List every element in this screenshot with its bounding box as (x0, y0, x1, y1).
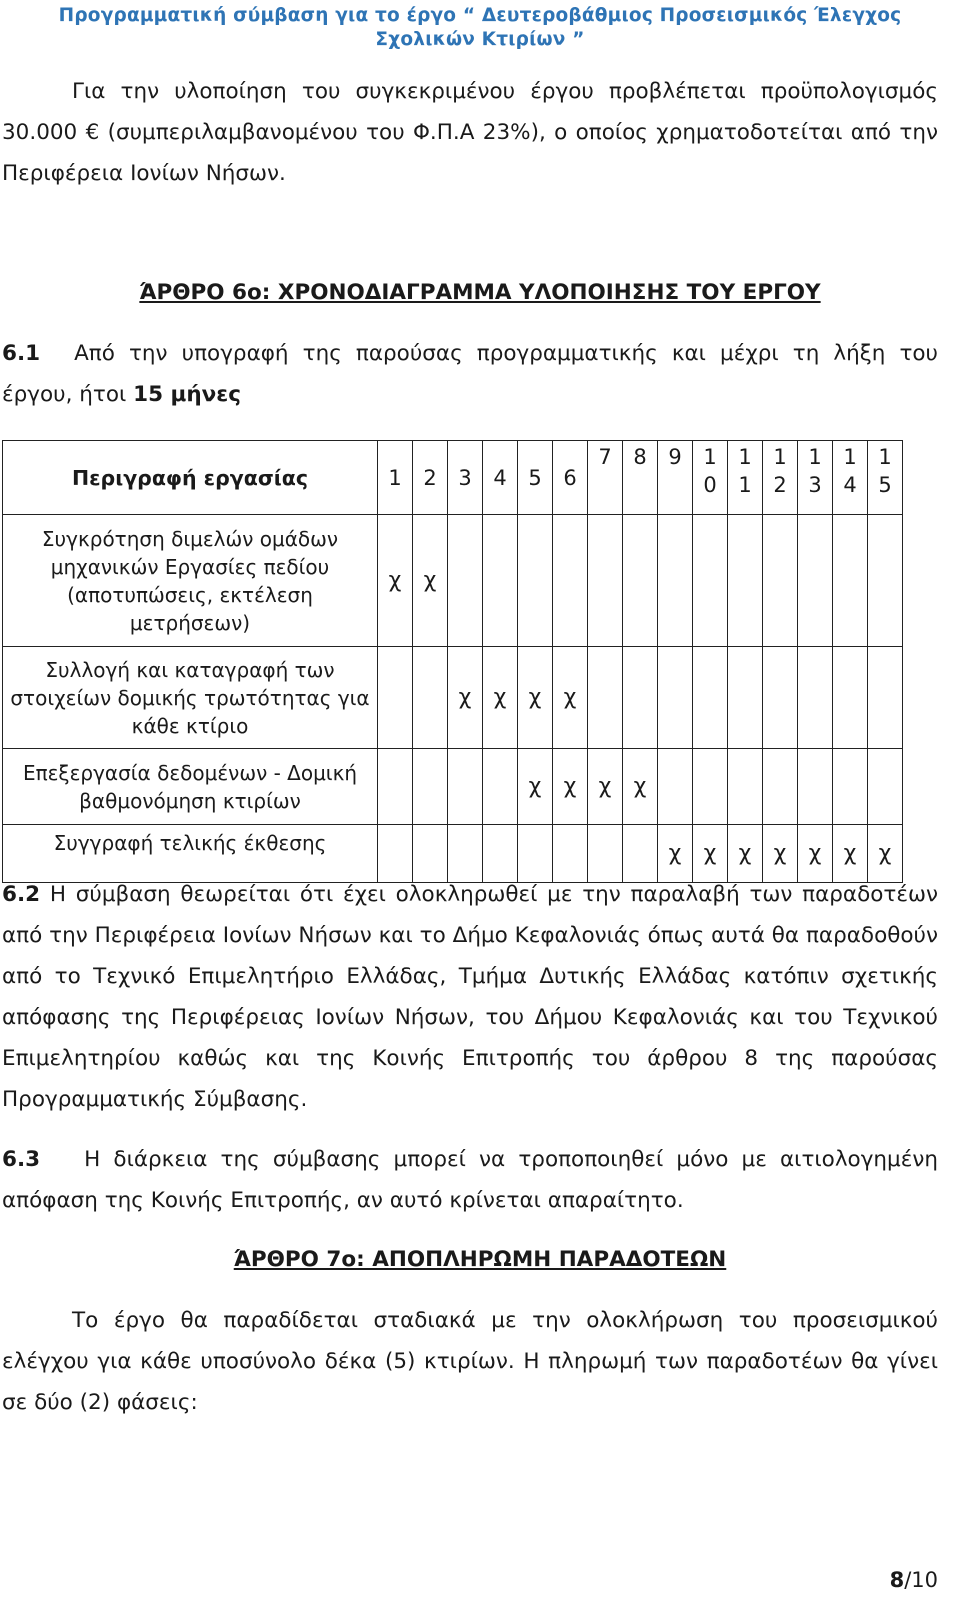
month-header-7 (588, 441, 623, 515)
article-7-paragraph (2, 1300, 938, 1423)
paragraph-6-2 (2, 874, 938, 1120)
month-cell-12 (763, 515, 798, 647)
paragraph-number: 6.1 (2, 341, 41, 366)
document-header (0, 4, 960, 52)
task-description: Συγκρότηση διμελών ομάδων μηχανικών Εργασίες πεδίου (αποτυπώσεις, εκτέλεση μετρήσεων) (3, 515, 378, 647)
month-number: 10 (703, 445, 717, 497)
month-cell-13 (798, 749, 833, 825)
month-header-2 (413, 441, 448, 515)
month-number: 14 (843, 445, 857, 497)
month-number: 9 (668, 445, 682, 469)
task-mark: χ (878, 841, 892, 866)
task-mark: χ (563, 685, 577, 710)
month-number: 7 (598, 445, 612, 469)
task-mark: χ (843, 841, 857, 866)
month-number: 6 (563, 465, 577, 490)
month-cell-4 (483, 749, 518, 825)
schedule-row (3, 749, 903, 825)
month-header-8 (623, 441, 658, 515)
schedule-header-description: Περιγραφή εργασίας (3, 441, 378, 515)
month-cell-13 (798, 647, 833, 749)
month-cell-11 (728, 749, 763, 825)
month-cell-3 (448, 749, 483, 825)
paragraph-number: 6.3 (2, 1147, 41, 1172)
month-number: 11 (738, 445, 752, 497)
page-total: /10 (904, 1568, 938, 1592)
task-mark: χ (563, 774, 577, 799)
month-cell-8 (623, 749, 658, 825)
month-cell-14 (833, 515, 868, 647)
task-mark: χ (458, 685, 472, 710)
intro-text: Για την υλοποίηση του συγκεκριμένου έργου προβλέπεται προϋπολογισμός 30.000 € (συμπεριλαμβανομένου του Φ.Π.Α 23%), ο οποίος χρηματοδοτείται από την Περιφέρεια Ιονίων Νήσων. (2, 79, 938, 186)
month-number: 4 (493, 465, 507, 490)
month-header-10 (693, 441, 728, 515)
month-cell-15 (868, 749, 903, 825)
task-description: Επεξεργασία δεδομένων - Δομική βαθμονόμηση κτιρίων (3, 749, 378, 825)
month-cell-2 (413, 647, 448, 749)
month-header-6 (553, 441, 588, 515)
article-6-heading: ΆΡΘΡΟ 6ο: ΧΡΟΝΟΔΙΑΓΡΑΜΜΑ ΥΛΟΠΟΙΗΣΗΣ ΤΟΥ ΕΡΓΟΥ (139, 280, 821, 305)
month-cell-6 (553, 749, 588, 825)
month-cell-5 (518, 515, 553, 647)
month-cell-8 (623, 515, 658, 647)
month-number: 13 (808, 445, 822, 497)
month-number: 15 (878, 445, 892, 497)
month-header-13 (798, 441, 833, 515)
month-number: 5 (528, 465, 542, 490)
month-header-14 (833, 441, 868, 515)
task-mark: χ (423, 568, 437, 593)
task-description: Συλλογή και καταγραφή των στοιχείων δομικής τρωτότητας για κάθε κτίριο (3, 647, 378, 749)
task-mark: χ (773, 841, 787, 866)
month-header-4 (483, 441, 518, 515)
article-7-heading: ΆΡΘΡΟ 7ο: ΑΠΟΠΛΗΡΩΜΗ ΠΑΡΑΔΟΤΕΩΝ (233, 1247, 727, 1272)
month-cell-9 (658, 647, 693, 749)
month-cell-4 (483, 515, 518, 647)
task-mark: χ (633, 774, 647, 799)
paragraph-number: 6.2 (2, 882, 41, 907)
page-number (890, 1568, 938, 1592)
month-cell-2 (413, 515, 448, 647)
month-cell-14 (833, 749, 868, 825)
month-cell-6 (553, 515, 588, 647)
month-number: 8 (633, 445, 647, 469)
month-header-9 (658, 441, 693, 515)
month-cell-9 (658, 515, 693, 647)
header-line-1: Προγραμματική σύμβαση για το έργο “ Δευτεροβάθμιος Προσεισμικός Έλεγχος (58, 5, 902, 26)
month-cell-10 (693, 647, 728, 749)
month-cell-1 (378, 749, 413, 825)
month-cell-4 (483, 647, 518, 749)
month-cell-8 (623, 647, 658, 749)
intro-paragraph (2, 71, 938, 194)
month-header-1 (378, 441, 413, 515)
month-cell-11 (728, 515, 763, 647)
month-header-11 (728, 441, 763, 515)
month-number: 2 (423, 465, 437, 490)
task-mark: χ (388, 568, 402, 593)
paragraph-text: Η σύμβαση θεωρείται ότι έχει ολοκληρωθεί με την παραλαβή των παραδοτέων από την Περιφέρεια Ιονίων Νήσων και το Δήμο Κεφαλονιάς όπως αυτά θα παραδοθούν από το Τεχνικό Επιμελητήριο Ελλάδας, Τμήμα Δυτικής Ελλάδας κατόπιν σχετικής απόφασης της Περιφέρειας Ιονίων Νήσων, του Δήμου Κεφαλονιάς και του Τεχνικού Επιμελητηρίου καθώς και της Κοινής Επιτροπής του άρθρου 8 της παρούσας Προγραμματικής Σύμβασης. (2, 882, 938, 1112)
page-current: 8 (889, 1568, 905, 1592)
month-header-12 (763, 441, 798, 515)
month-cell-15 (868, 647, 903, 749)
month-cell-14 (833, 647, 868, 749)
month-cell-11 (728, 647, 763, 749)
task-mark: χ (703, 841, 717, 866)
month-cell-7 (588, 749, 623, 825)
month-number: 12 (773, 445, 787, 497)
month-cell-10 (693, 749, 728, 825)
month-cell-5 (518, 647, 553, 749)
schedule-row (3, 647, 903, 749)
month-cell-12 (763, 749, 798, 825)
task-description: Συγγραφή τελικής έκθεσης (3, 825, 378, 883)
schedule-header-row (3, 441, 903, 515)
month-cell-7 (588, 515, 623, 647)
month-cell-12 (763, 647, 798, 749)
month-cell-2 (413, 749, 448, 825)
duration-bold: 15 μήνες (133, 382, 241, 407)
schedule-table (2, 440, 903, 883)
month-cell-10 (693, 515, 728, 647)
paragraph-6-1 (2, 333, 938, 415)
month-header-5 (518, 441, 553, 515)
month-number: 3 (458, 465, 472, 490)
month-cell-1 (378, 647, 413, 749)
month-header-15 (868, 441, 903, 515)
month-cell-1 (378, 515, 413, 647)
task-mark: χ (808, 841, 822, 866)
task-mark: χ (598, 774, 612, 799)
month-cell-7 (588, 647, 623, 749)
month-cell-6 (553, 647, 588, 749)
month-cell-3 (448, 647, 483, 749)
month-header-3 (448, 441, 483, 515)
task-mark: χ (738, 841, 752, 866)
month-cell-9 (658, 749, 693, 825)
schedule-row (3, 515, 903, 647)
month-cell-5 (518, 749, 553, 825)
task-mark: χ (668, 841, 682, 866)
header-line-2: Σχολικών Κτιρίων ” (375, 29, 585, 50)
paragraph-text: Από την υπογραφή της παρούσας προγραμματικής και μέχρι τη λήξη του έργου, ήτοι (2, 341, 938, 407)
paragraph-6-3 (2, 1139, 938, 1221)
paragraph-text: Το έργο θα παραδίδεται σταδιακά με την ολοκλήρωση του προσεισμικού ελέγχου για κάθε υποσύνολο δέκα (5) κτιρίων. Η πληρωμή των παραδοτέων θα γίνει σε δύο (2) φάσεις: (2, 1308, 938, 1415)
task-mark: χ (493, 685, 507, 710)
month-cell-3 (448, 515, 483, 647)
month-cell-15 (868, 515, 903, 647)
task-mark: χ (528, 685, 542, 710)
month-cell-13 (798, 515, 833, 647)
month-number: 1 (388, 465, 402, 490)
paragraph-text: Η διάρκεια της σύμβασης μπορεί να τροποποιηθεί μόνο με αιτιολογημένη απόφαση της Κοινής Επιτροπής, αν αυτό κρίνεται απαραίτητο. (2, 1147, 938, 1213)
task-mark: χ (528, 774, 542, 799)
